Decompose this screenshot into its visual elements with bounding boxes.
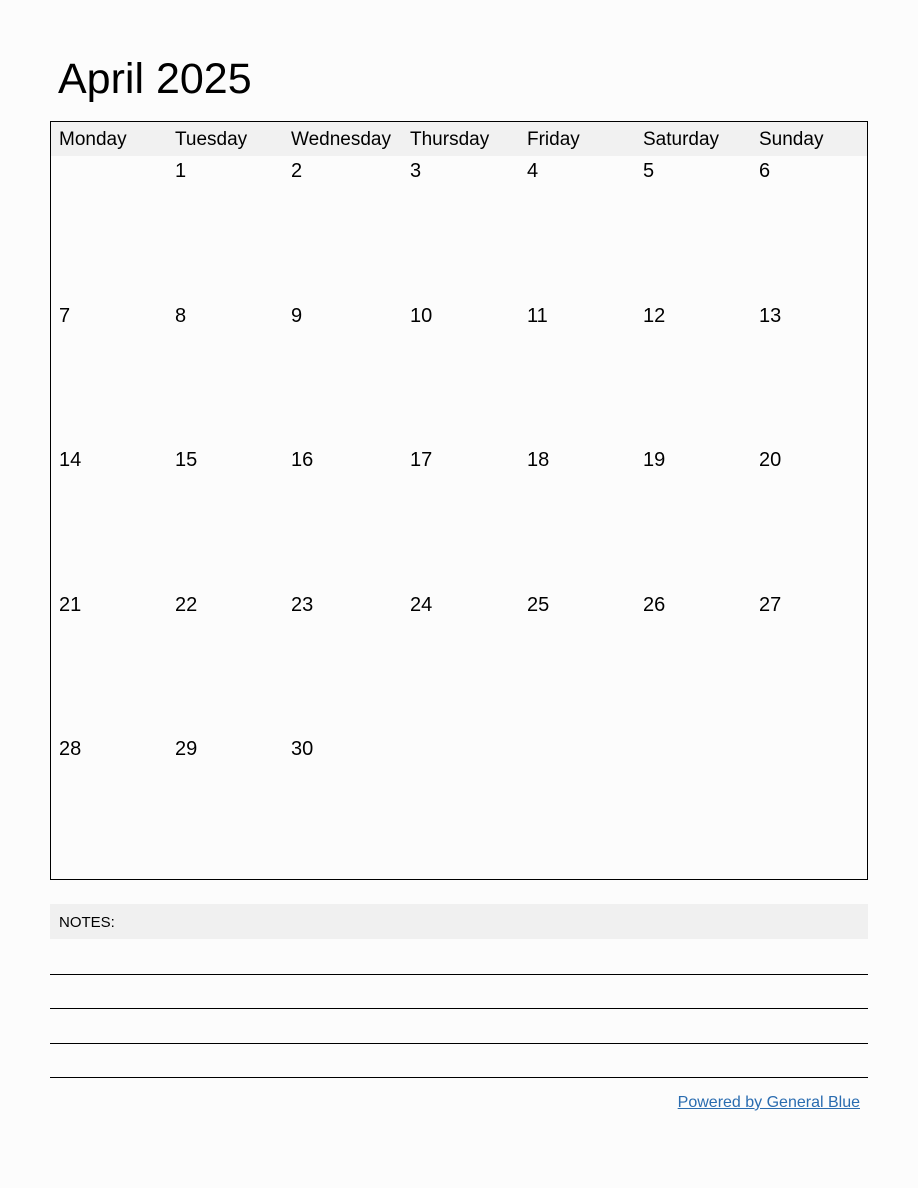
date-number: 23 <box>291 594 314 616</box>
note-line[interactable] <box>50 1008 868 1009</box>
date-number: 4 <box>527 160 539 182</box>
weekday-monday: Monday <box>59 129 127 150</box>
date-number: 29 <box>175 738 198 760</box>
note-line[interactable] <box>50 1077 868 1078</box>
date-number: 25 <box>527 594 550 616</box>
date-number: 15 <box>175 449 198 471</box>
weekday-sunday: Sunday <box>759 129 824 150</box>
date-number: 21 <box>59 594 82 616</box>
note-line[interactable] <box>50 974 868 975</box>
date-number: 10 <box>410 305 433 327</box>
date-number: 18 <box>527 449 550 471</box>
date-number: 6 <box>759 160 771 182</box>
date-number: 13 <box>759 305 782 327</box>
weekday-wednesday: Wednesday <box>291 129 391 150</box>
date-number: 26 <box>643 594 666 616</box>
date-number: 1 <box>175 160 187 182</box>
powered-by-link[interactable]: Powered by General Blue <box>677 1094 860 1111</box>
calendar-title: April 2025 <box>58 55 252 103</box>
date-number: 27 <box>759 594 782 616</box>
date-number: 20 <box>759 449 782 471</box>
date-number: 5 <box>643 160 655 182</box>
date-number: 2 <box>291 160 303 182</box>
notes-header <box>50 904 868 939</box>
date-number: 14 <box>59 449 82 471</box>
date-number: 17 <box>410 449 433 471</box>
notes-label: NOTES: <box>59 914 115 931</box>
date-number: 3 <box>410 160 422 182</box>
note-line[interactable] <box>50 1043 868 1044</box>
date-number: 28 <box>59 738 82 760</box>
weekday-header-row <box>51 122 867 156</box>
weekday-tuesday: Tuesday <box>175 129 248 150</box>
date-number: 19 <box>643 449 666 471</box>
calendar-grid <box>50 121 868 880</box>
date-number: 12 <box>643 305 666 327</box>
date-number: 11 <box>527 305 548 327</box>
weekday-thursday: Thursday <box>410 129 490 150</box>
date-number: 8 <box>175 305 187 327</box>
date-number: 24 <box>410 594 433 616</box>
weekday-friday: Friday <box>527 129 580 150</box>
date-number: 7 <box>59 305 71 327</box>
weekday-saturday: Saturday <box>643 129 720 150</box>
date-number: 16 <box>291 449 314 471</box>
date-number: 30 <box>291 738 314 760</box>
date-number: 22 <box>175 594 198 616</box>
date-number: 9 <box>291 305 303 327</box>
